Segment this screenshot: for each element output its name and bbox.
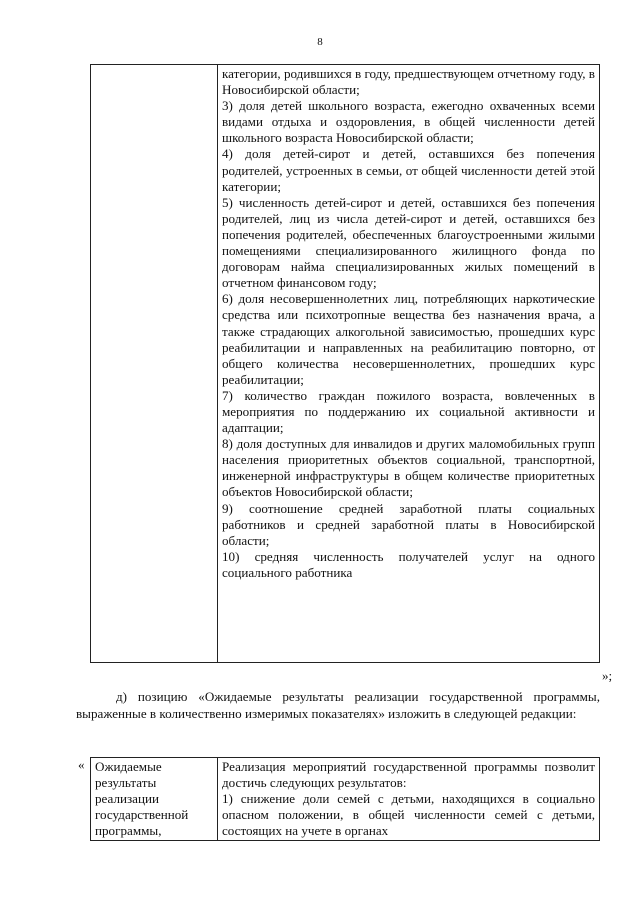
closing-quote-mark: »; bbox=[602, 668, 613, 683]
indicator-line: 9) соотношение средней заработной платы социальных работников и средней заработной платы в Новосибирской области; bbox=[222, 500, 595, 548]
expected-results-table bbox=[90, 757, 600, 841]
indicator-line: 5) численность детей-сирот и детей, оставшихся без попечения родителей, лиц из числа детей-сирот и детей, оставшихся без попечения родителей, обеспеченных благоустроенными жилыми помещениями специализированного жилищного фонда по договорам найма специализированных жилых помещений в отчетном финансовом году; bbox=[222, 194, 595, 291]
indicator-line: категории, родившихся в году, предшествующем отчетному году, в Новосибирской области; bbox=[222, 66, 595, 98]
indicator-line: 7) количество граждан пожилого возраста, вовлеченных в мероприятия по поддержанию их социальной активности и адаптации; bbox=[222, 387, 595, 436]
expected-results-line: Реализация мероприятий государственной программы позволит достичь следующих результатов: bbox=[222, 759, 595, 791]
opening-quote-mark: « bbox=[78, 757, 85, 772]
indicator-line: 4) доля детей-сирот и детей, оставшихся без попечения родителей, устроенных в семьи, от общей численности детей этой категории; bbox=[222, 146, 595, 194]
amendment-paragraph: д) позицию «Ожидаемые результаты реализации государственной программы, выраженные в количественно измеримых показателях» изложить в следующей редакции: bbox=[76, 689, 600, 721]
indicator-line: 8) доля доступных для инвалидов и других маломобильных групп населения приоритетных объектов социальной, транспортной, инженерной инфраструктуры в общем количестве приоритетных объектов Новосибирской области; bbox=[222, 436, 595, 500]
page-number: 8 bbox=[317, 36, 323, 48]
indicator-line: 6) доля несовершеннолетних лиц, потребляющих наркотические средства или психотропные вещества без назначения врача, а также страдающих алкогольной зависимостью, прошедших курс реабилитации и направленных на реабилитацию повторно, от общего количества несовершеннолетних, прошедших курс реабилитации; bbox=[222, 291, 595, 387]
expected-results-label: Ожидаемые результаты реализации государственной программы, bbox=[95, 759, 189, 839]
indicator-line: 3) доля детей школьного возраста, ежегодно охваченных всеми видами отдыха и оздоровления, в общей численности детей школьного возраста Новосибирской области; bbox=[222, 98, 595, 146]
indicators-cell bbox=[218, 65, 600, 663]
program-passport-table-continued bbox=[90, 64, 600, 663]
indicator-line: 10) средняя численность получателей услуг на одного социального работника bbox=[222, 548, 595, 580]
expected-results-line: 1) снижение доли семей с детьми, находящихся в социально опасном положении, в общей численности семей с детьми, состоящих на учете в органах bbox=[222, 791, 595, 839]
table-cell-left-empty bbox=[91, 65, 218, 663]
expected-results-label-cell bbox=[91, 758, 218, 841]
expected-results-text-cell bbox=[218, 758, 600, 841]
